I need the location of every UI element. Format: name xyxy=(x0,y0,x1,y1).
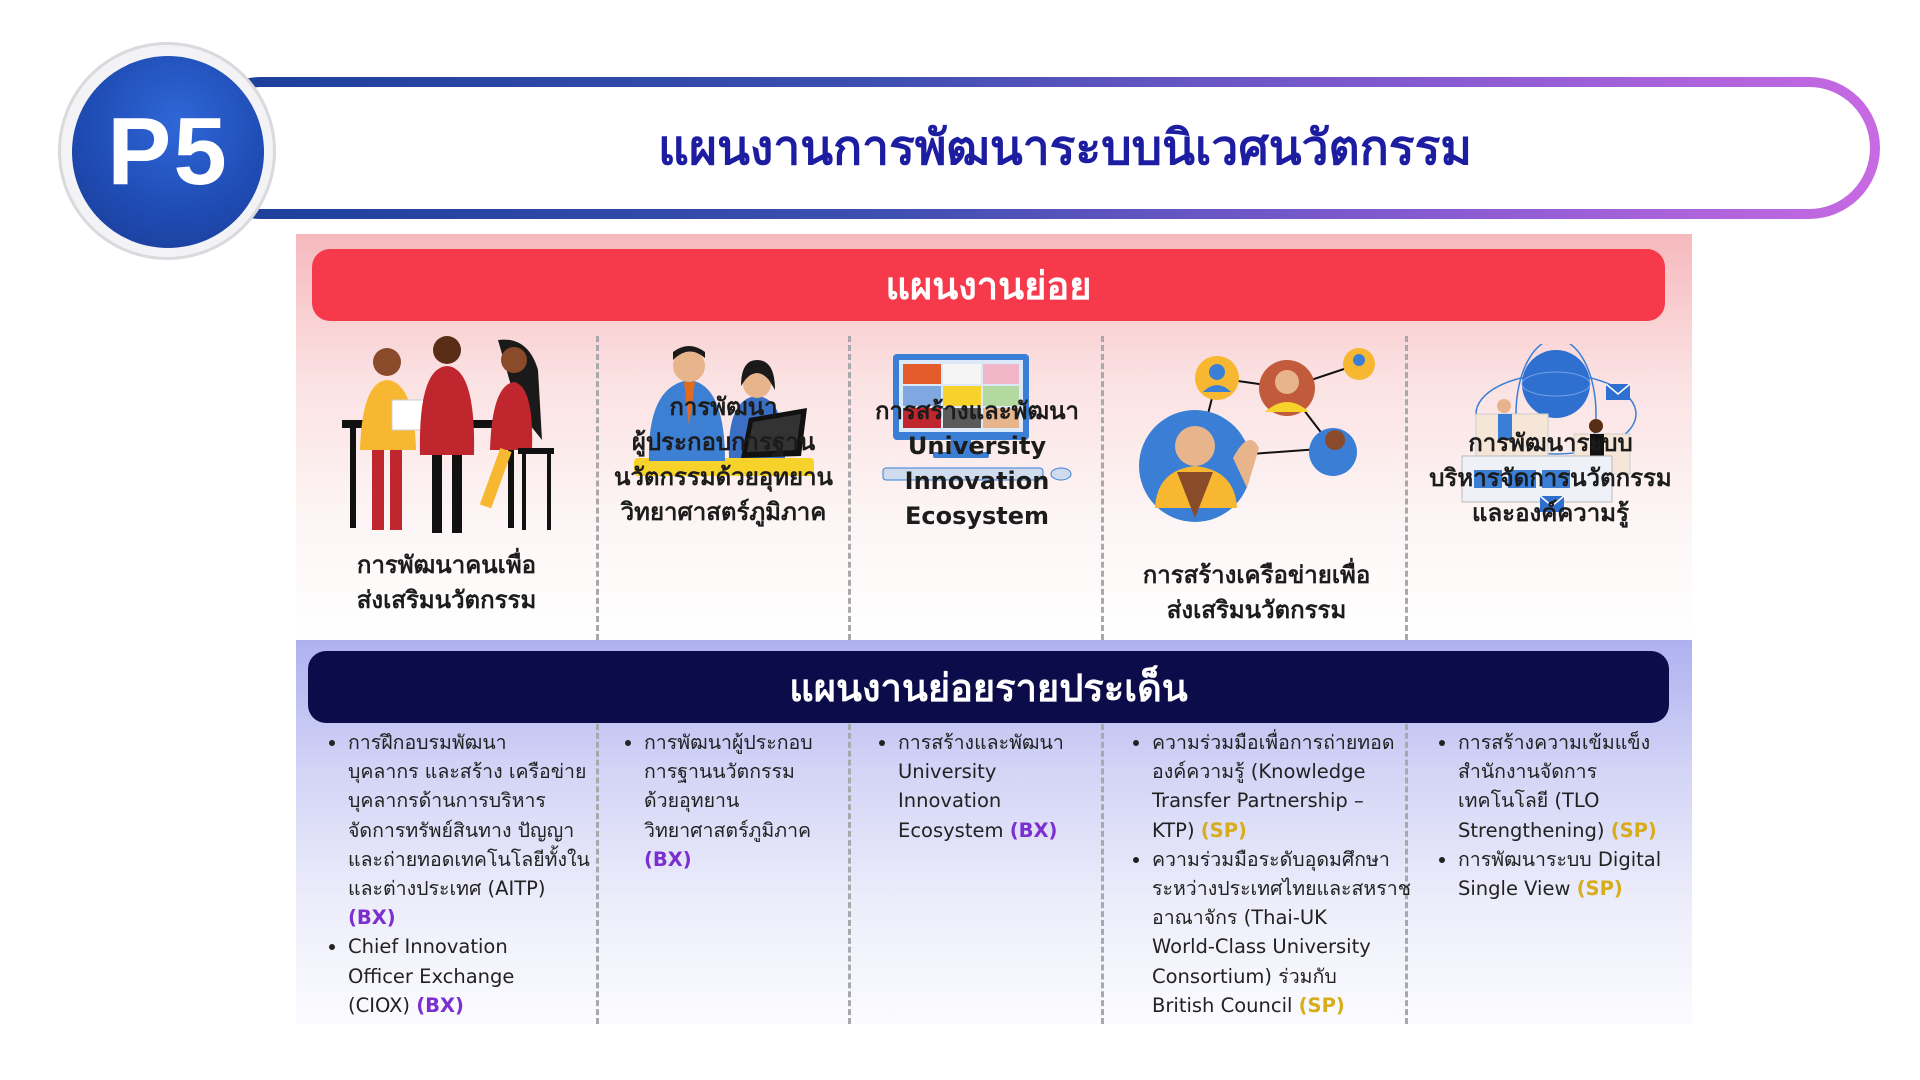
title-bar-inner xyxy=(200,87,1870,209)
sub-plan-2-label xyxy=(597,390,850,530)
sub-plan-4-line-1: การสร้างเครือข่ายเพื่อ xyxy=(1142,561,1371,589)
item-line: บุคลากรด้านการบริหาร xyxy=(348,789,546,813)
item-line: Single View xyxy=(1458,877,1571,901)
item-line: จัดการทรัพย์สินทาง ปัญญา xyxy=(348,818,575,842)
sub-plan-5 xyxy=(1409,330,1692,638)
issue-list-3 xyxy=(876,728,1108,845)
item-line: Innovation xyxy=(898,789,1002,813)
list-item xyxy=(348,728,598,932)
column-divider xyxy=(1101,336,1104,640)
sub-plan-2-line-3: นวัตกรรมด้วยอุทยาน xyxy=(614,463,833,491)
bx-tag: (BX) xyxy=(348,906,396,930)
sub-plan-5-line-2: บริหารจัดการนวัตกรรม xyxy=(1429,464,1672,492)
sub-plan-3 xyxy=(850,330,1104,638)
item-line: ด้วยอุทยาน xyxy=(644,789,740,813)
list-item xyxy=(1152,845,1414,1020)
item-line: • การฝึกอบรมพัฒนา xyxy=(348,731,507,754)
sub-plans-columns xyxy=(296,330,1692,638)
plan-badge xyxy=(72,56,264,248)
list-item xyxy=(1458,728,1686,845)
item-line: สำนักงานจัดการ xyxy=(1458,760,1598,784)
sub-plan-2 xyxy=(597,330,850,638)
item-line: University xyxy=(898,760,997,784)
sub-plan-1 xyxy=(296,330,597,638)
sub-plan-2-line-2: ผู้ประกอบการฐาน xyxy=(631,428,816,456)
issue-column-3 xyxy=(876,728,1108,845)
issue-column-2 xyxy=(622,728,854,874)
item-line: Officer Exchange xyxy=(348,964,515,988)
sub-plan-1-label xyxy=(296,548,597,618)
bx-tag: (BX) xyxy=(416,993,464,1017)
sp-tag: (SP) xyxy=(1610,818,1657,842)
item-line: British Council xyxy=(1152,993,1293,1017)
item-line: และถ่ายทอดเทคโนโลยีทั้งใน xyxy=(348,847,590,871)
item-line: • การพัฒนาระบบ Digital xyxy=(1458,847,1662,871)
item-line: และต่างประเทศ (AITP) xyxy=(348,877,546,901)
sub-plan-2-line-4: วิทยาศาสตร์ภูมิภาค xyxy=(620,498,827,526)
item-line: • การสร้างความเข้มแข็ง xyxy=(1458,731,1651,754)
sp-tag: (SP) xyxy=(1200,818,1247,842)
sub-plan-3-line-3: Innovation xyxy=(904,467,1050,495)
column-divider xyxy=(848,336,851,640)
plan-badge-label: P5 xyxy=(107,98,229,205)
sub-plan-5-line-3: และองค์ความรู้ xyxy=(1472,499,1629,527)
list-item xyxy=(1458,845,1686,903)
issue-list-1 xyxy=(326,728,598,1020)
page-title: แผนงานการพัฒนาระบบนิเวศนวัตกรรม xyxy=(658,120,1472,176)
item-line: (CIOX) xyxy=(348,993,411,1017)
column-divider xyxy=(1405,336,1408,640)
item-line: • การสร้างและพัฒนา xyxy=(898,731,1064,754)
issue-column-4 xyxy=(1130,728,1414,1020)
issue-plans-banner-label: แผนงานย่อยรายประเด็น xyxy=(789,665,1188,710)
item-line: องค์ความรู้ (Knowledge xyxy=(1152,760,1366,784)
issue-column-1 xyxy=(326,728,598,1020)
item-line: • ความร่วมมือระดับอุดมศึกษา xyxy=(1152,847,1390,871)
sp-tag: (SP) xyxy=(1298,993,1345,1017)
item-line: Ecosystem xyxy=(898,818,1004,842)
bx-tag: (BX) xyxy=(644,847,692,871)
sub-plan-3-line-2: University xyxy=(907,432,1047,460)
item-line: บุคลากร และสร้าง เครือข่าย xyxy=(348,760,587,784)
sub-plan-3-line-1: การสร้างและพัฒนา xyxy=(874,397,1080,425)
sub-plan-4 xyxy=(1104,330,1409,638)
issue-list-5 xyxy=(1436,728,1686,903)
sub-plan-1-line-2: ส่งเสริมนวัตกรรม xyxy=(356,586,537,614)
list-item xyxy=(898,728,1108,845)
list-item xyxy=(644,728,854,874)
sub-plan-5-label xyxy=(1409,426,1692,531)
sub-plan-3-line-4: Ecosystem xyxy=(904,502,1050,530)
sub-plan-4-label xyxy=(1104,558,1409,628)
sub-plan-1-line-1: การพัฒนาคนเพื่อ xyxy=(356,551,537,579)
sub-plans-banner xyxy=(312,249,1665,321)
item-line: • Chief Innovation xyxy=(348,935,508,959)
item-line: • การพัฒนาผู้ประกอบ xyxy=(644,731,813,754)
sub-plan-4-line-2: ส่งเสริมนวัตกรรม xyxy=(1166,596,1347,624)
item-line: วิทยาศาสตร์ภูมิภาค xyxy=(644,818,812,842)
item-line: Strengthening) xyxy=(1458,818,1605,842)
network-people-icon xyxy=(1104,348,1409,528)
item-line: การฐานนวัตกรรม xyxy=(644,760,795,784)
item-line: เทคโนโลยี (TLO xyxy=(1458,789,1600,813)
issue-column-5 xyxy=(1436,728,1686,903)
bx-tag: (BX) xyxy=(1009,818,1058,842)
issue-list-4 xyxy=(1130,728,1414,1020)
sub-plan-2-line-1: การพัฒนา xyxy=(669,393,778,421)
sub-plans-banner-label: แผนงานย่อย xyxy=(885,263,1092,308)
sub-plan-3-label xyxy=(850,394,1104,534)
issue-plans-columns xyxy=(296,728,1692,1028)
item-line: อาณาจักร (Thai-UK xyxy=(1152,906,1327,930)
list-item xyxy=(1152,728,1414,845)
title-bar xyxy=(190,77,1880,219)
sp-tag: (SP) xyxy=(1576,877,1623,901)
item-line: KTP) xyxy=(1152,818,1195,842)
column-divider xyxy=(596,336,599,640)
issue-list-2 xyxy=(622,728,854,874)
item-line: ระหว่างประเทศไทยและสหราช xyxy=(1152,877,1411,901)
item-line: Transfer Partnership – xyxy=(1152,789,1364,813)
item-line: • ความร่วมมือเพื่อการถ่ายทอด xyxy=(1152,731,1395,754)
list-item xyxy=(348,932,598,1020)
item-line: Consortium) ร่วมกับ xyxy=(1152,964,1337,988)
issue-plans-banner xyxy=(308,651,1669,723)
item-line: World-Class University xyxy=(1152,935,1371,959)
sub-plan-5-line-1: การพัฒนาระบบ xyxy=(1468,429,1633,457)
people-meeting-icon xyxy=(296,330,597,540)
